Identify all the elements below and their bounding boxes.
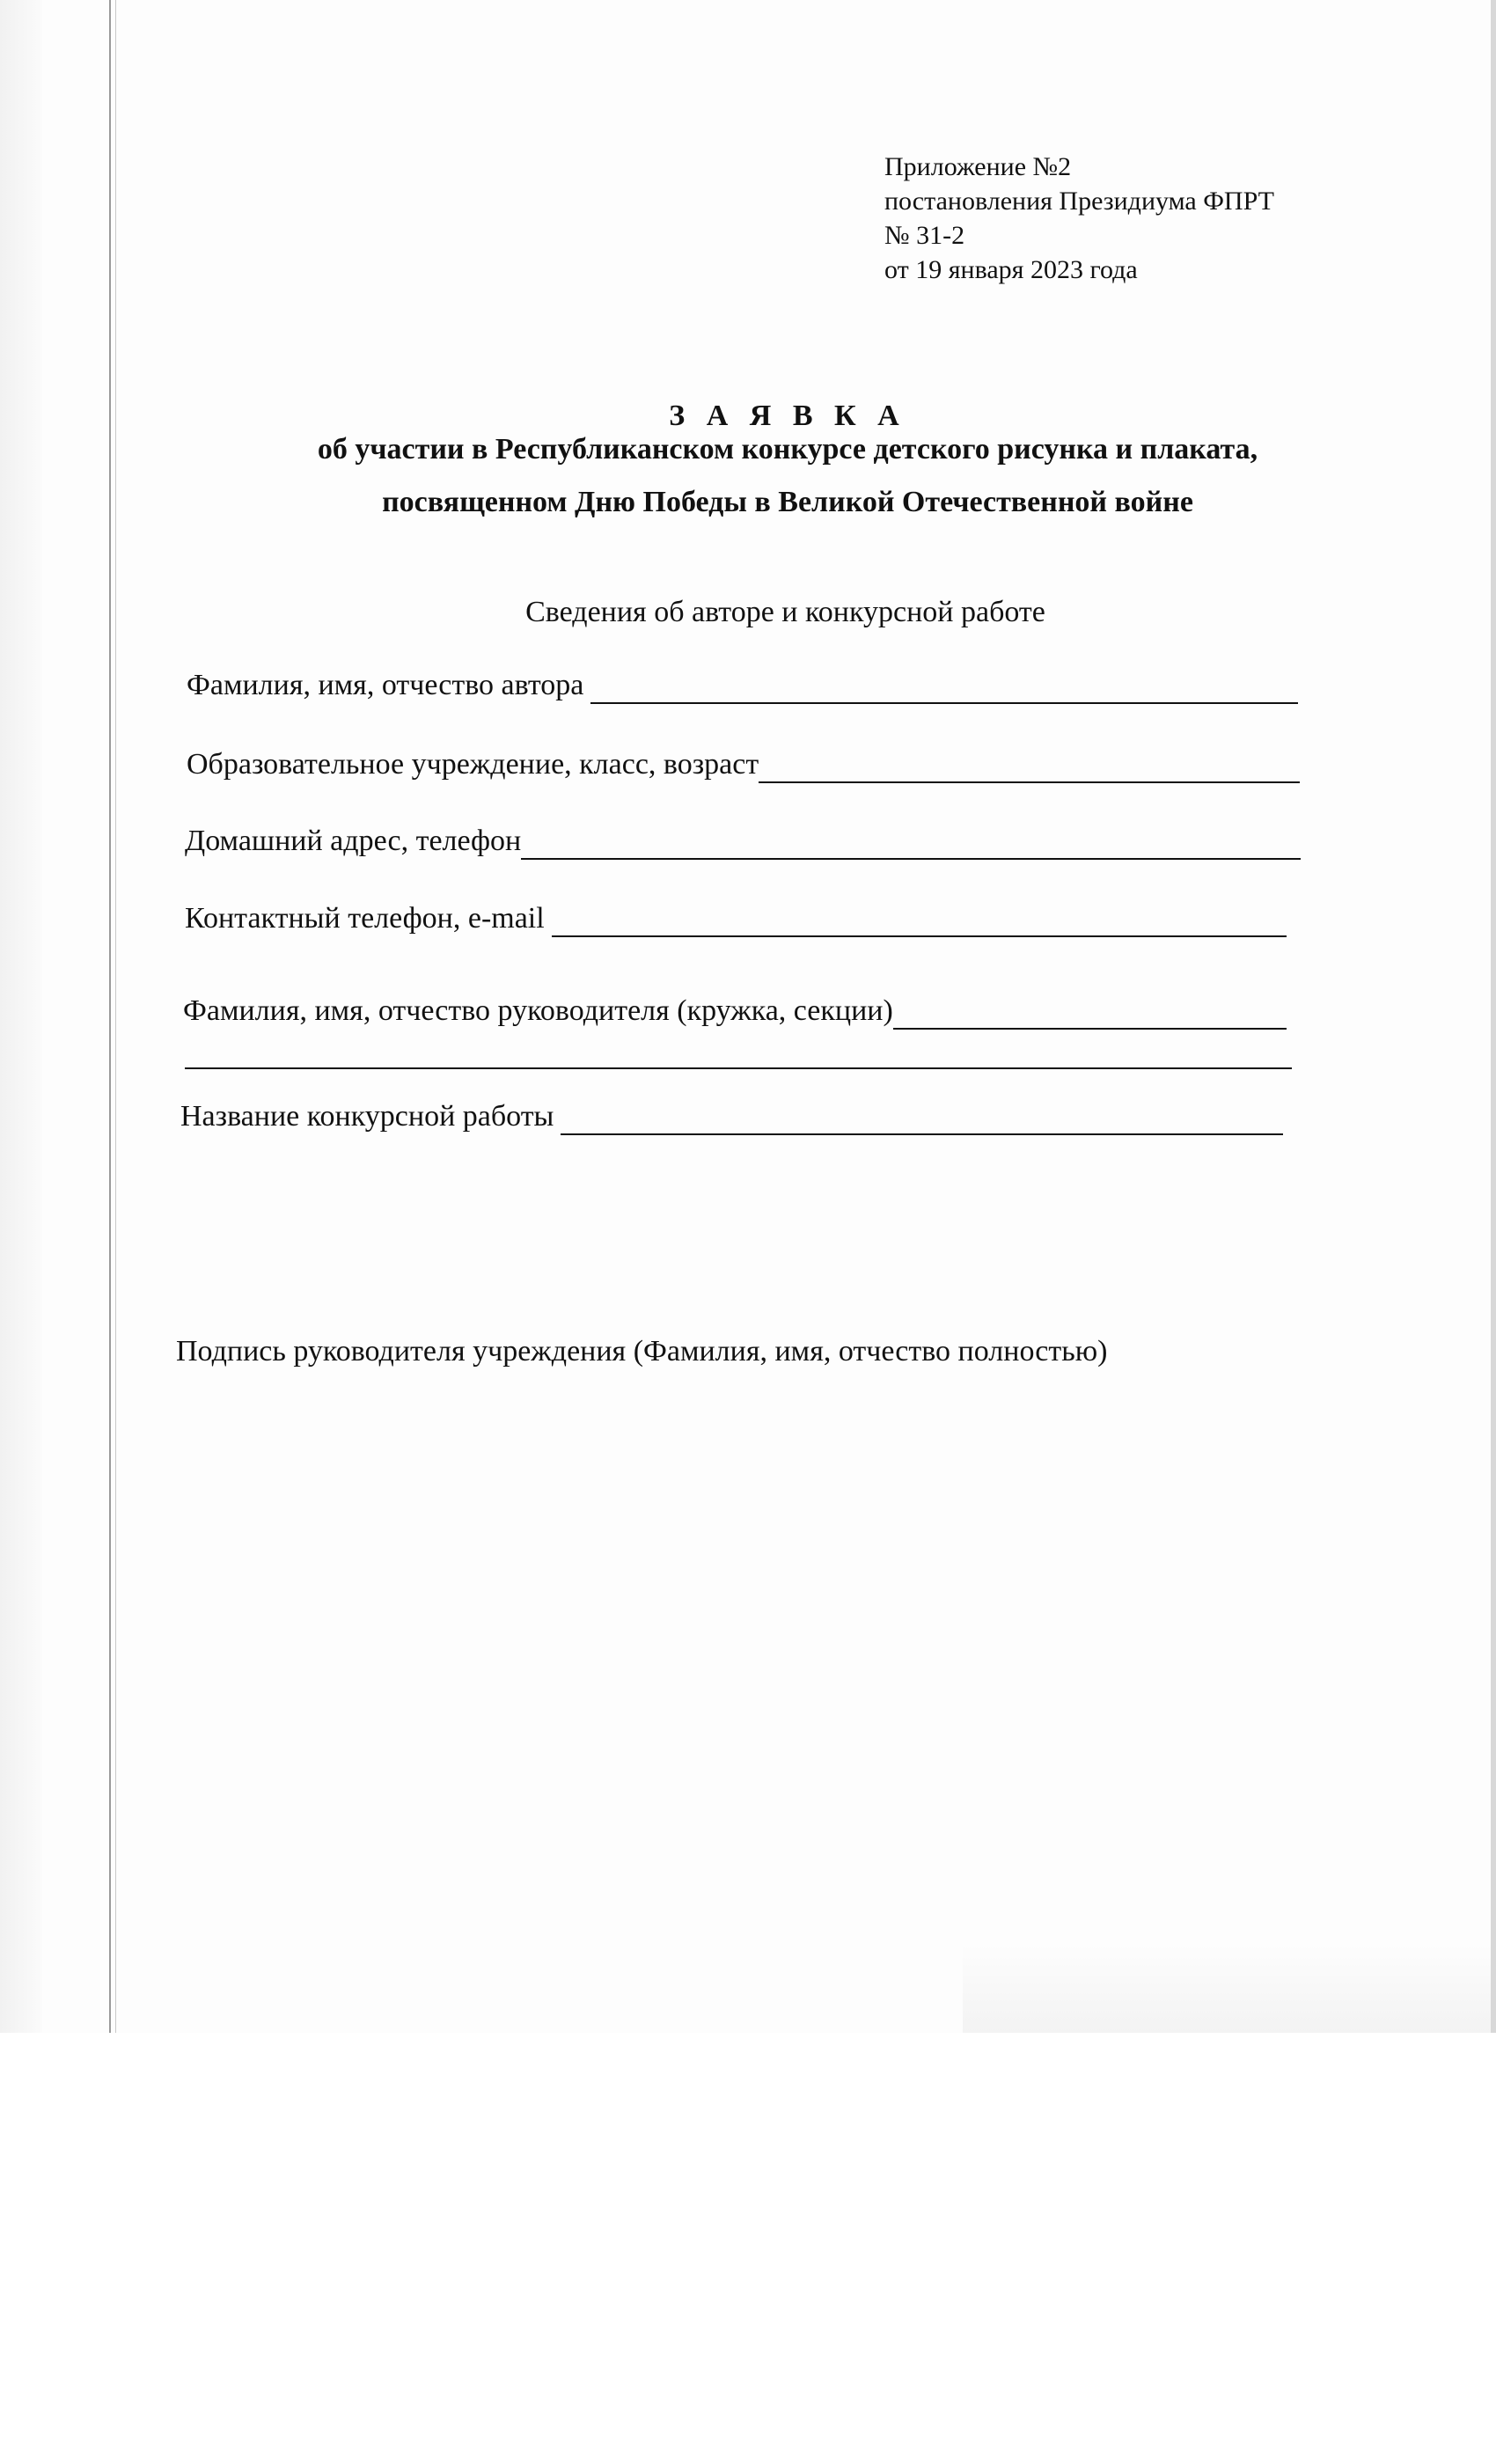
field-label: Домашний адрес, телефон: [185, 825, 522, 857]
work-title-field: [180, 1098, 1283, 1135]
fill-in-line[interactable]: [521, 832, 1301, 860]
appendix-line: от 19 января 2023 года: [884, 255, 1138, 284]
document-title: З А Я В К А: [669, 400, 906, 432]
appendix-line: № 31-2: [884, 221, 965, 250]
field-label: Фамилия, имя, отчество руководителя (кружка, секции): [183, 994, 893, 1027]
page-shadow: [963, 1945, 1491, 2033]
supervisor-field: [183, 993, 1287, 1030]
binding-line-shadow: [115, 0, 116, 2033]
contact-field: [185, 900, 1287, 937]
fill-in-line[interactable]: [759, 755, 1300, 783]
appendix-reference: [884, 150, 1274, 287]
author-name-field: [187, 667, 1298, 704]
fill-in-line[interactable]: [893, 1001, 1287, 1030]
signature-label: Подпись руководителя учреждения (Фамилия, имя, отчество полностью): [176, 1335, 1108, 1368]
appendix-line: Приложение №2: [884, 152, 1072, 181]
field-label: Название конкурсной работы: [180, 1100, 554, 1133]
supervisor-continuation-line[interactable]: [185, 1067, 1292, 1069]
field-label: Образовательное учреждение, класс, возраст: [187, 748, 759, 781]
fill-in-line[interactable]: [552, 909, 1287, 937]
home-address-field: [185, 823, 1301, 860]
appendix-line: постановления Президиума ФПРТ: [884, 187, 1274, 216]
field-label: Контактный телефон, e-mail: [185, 902, 545, 935]
page-right-edge: [1491, 0, 1496, 2033]
fill-in-line[interactable]: [590, 676, 1298, 704]
institution-field: [187, 746, 1300, 783]
document-title-line: посвященном Дню Победы в Великой Отечественной войне: [382, 486, 1193, 518]
binding-line: [109, 0, 111, 2033]
fill-in-line[interactable]: [561, 1107, 1283, 1135]
field-label: Фамилия, имя, отчество автора: [187, 669, 584, 701]
document-title-line: об участии в Республиканском конкурсе детского рисунка и плаката,: [317, 433, 1258, 466]
page-left-margin: [0, 0, 42, 2033]
section-heading: Сведения об авторе и конкурсной работе: [525, 596, 1045, 628]
